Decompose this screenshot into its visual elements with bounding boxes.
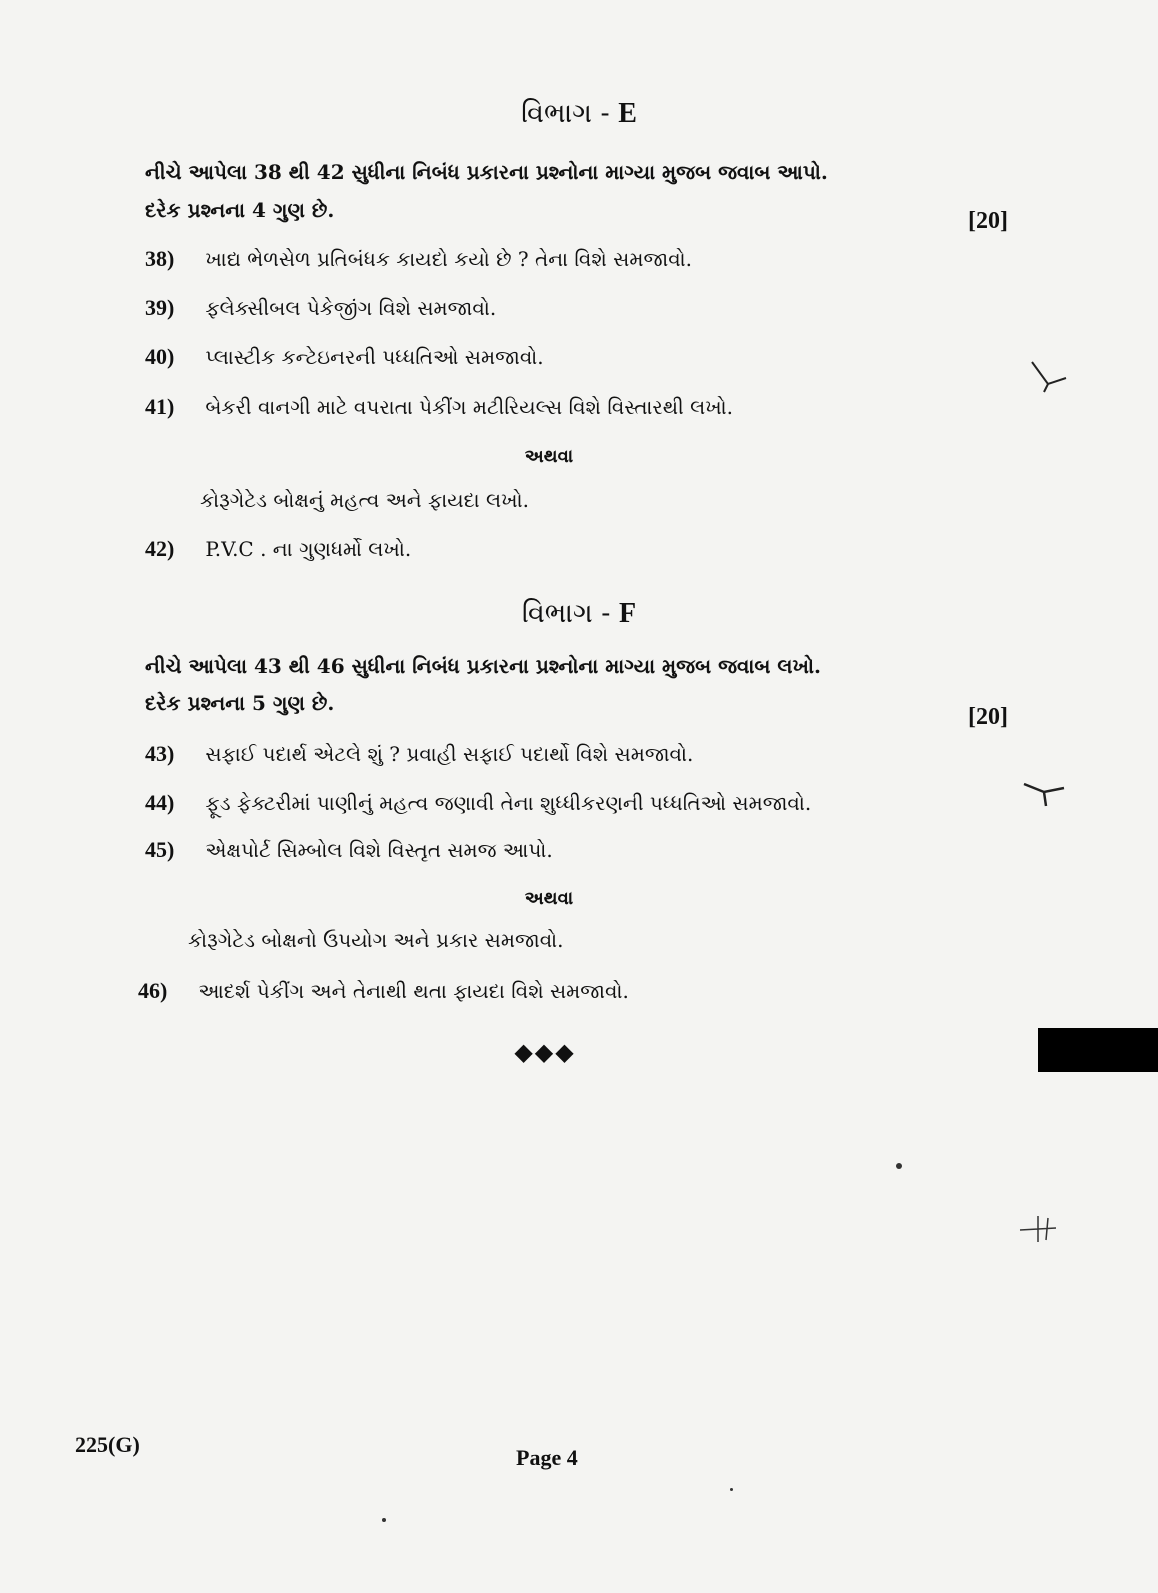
- question-40: [145, 344, 544, 370]
- scan-speck: [382, 1518, 386, 1522]
- end-of-paper-marker: ◆◆◆: [514, 1038, 576, 1066]
- section-e-instruction-line1: નીચે આપેલા 38 થી 42 સુધીના નિબંધ પ્રકારના પ્રશ્નોના માગ્યા મુજબ જવાબ આપો.: [145, 160, 828, 184]
- section-e-instruction-line2: દરેક પ્રશ્નના 4 ગુણ છે.: [145, 198, 335, 222]
- section-f-heading-letter: F: [619, 598, 637, 629]
- scan-pen-mark: [1020, 358, 1068, 398]
- section-f-instruction-line2: દરેક પ્રશ્નના 5 ગુણ છે.: [145, 691, 335, 715]
- question-text: ફલેક્સીબલ પેકેજીંગ વિશે સમજાવો.: [205, 296, 497, 320]
- scan-speck: [896, 1163, 902, 1169]
- scan-speck: [730, 1488, 733, 1491]
- section-f-marks: [20]: [968, 704, 1008, 730]
- question-text: બેકરી વાનગી માટે વપરાતા પેકીંગ મટીરિયલ્સ વિશે વિસ્તારથી લખો.: [205, 395, 734, 419]
- question-39: [145, 295, 496, 321]
- section-e-heading: [0, 98, 1158, 130]
- question-41: [145, 394, 733, 420]
- section-e-or-label: અથવા: [524, 446, 574, 467]
- question-text: ફૂડ ફેક્ટરીમાં પાણીનું મહત્વ જણાવી તેના શુધ્ધીકરણની પધ્ધતિઓ સમજાવો.: [205, 791, 812, 815]
- paper-code: 225(G): [75, 1432, 140, 1457]
- question-45: [145, 837, 553, 863]
- question-number: 40): [145, 344, 175, 369]
- question-number: 41): [145, 394, 175, 419]
- scan-black-mark: [1038, 1028, 1158, 1072]
- question-text: પ્લાસ્ટીક કન્ટેઇનરની પધ્ધતિઓ સમજાવો.: [205, 345, 544, 369]
- question-46: [138, 978, 629, 1004]
- section-f-or-label: અથવા: [524, 888, 574, 909]
- question-42: [145, 536, 411, 562]
- scan-pen-mark: [1016, 1210, 1060, 1246]
- question-number: 42): [145, 536, 175, 561]
- question-number: 38): [145, 246, 175, 271]
- question-41-alternative: કોરૂગેટેડ બોક્ષનું મહત્વ અને ફાયદા લખો.: [200, 488, 529, 512]
- question-number: 43): [145, 741, 175, 766]
- question-number: 46): [138, 978, 168, 1003]
- question-45-alternative: કોરૂગેટેડ બોક્ષનો ઉપયોગ અને પ્રકાર સમજાવો.: [188, 928, 564, 952]
- page-number: Page 4: [516, 1445, 578, 1470]
- question-text: P.V.C . ના ગુણધર્મો લખો.: [205, 537, 412, 561]
- question-number: 45): [145, 837, 175, 862]
- question-text: આદર્શ પેકીંગ અને તેનાથી થતા ફાયદા વિશે સમજાવો.: [198, 979, 629, 1003]
- question-number: 44): [145, 790, 175, 815]
- question-43: [145, 741, 693, 767]
- question-number: 39): [145, 295, 175, 320]
- section-e-heading-word: વિભાગ -: [521, 98, 610, 129]
- question-text: ખાદ્ય ભેળસેળ પ્રતિબંધક કાયદો કયો છે ? તેના વિશે સમજાવો.: [205, 247, 693, 271]
- question-38: [145, 246, 692, 272]
- scan-pen-mark: [1020, 778, 1068, 812]
- question-44: [145, 790, 811, 816]
- section-f-instruction-line1: નીચે આપેલા 43 થી 46 સુધીના નિબંધ પ્રકારના પ્રશ્નોના માગ્યા મુજબ જવાબ લખો.: [145, 654, 821, 678]
- section-f-heading: [0, 598, 1158, 630]
- section-e-marks: [20]: [968, 208, 1008, 234]
- question-text: એક્ષપોર્ટ સિમ્બોલ વિશે વિસ્તૃત સમજ આપો.: [205, 838, 553, 862]
- question-text: સફાઈ પદાર્થ એટલે શું ? પ્રવાહી સફાઈ પદાર્થો વિશે સમજાવો.: [205, 742, 694, 766]
- section-f-heading-word: વિભાગ -: [521, 598, 611, 629]
- section-e-heading-letter: E: [618, 98, 637, 129]
